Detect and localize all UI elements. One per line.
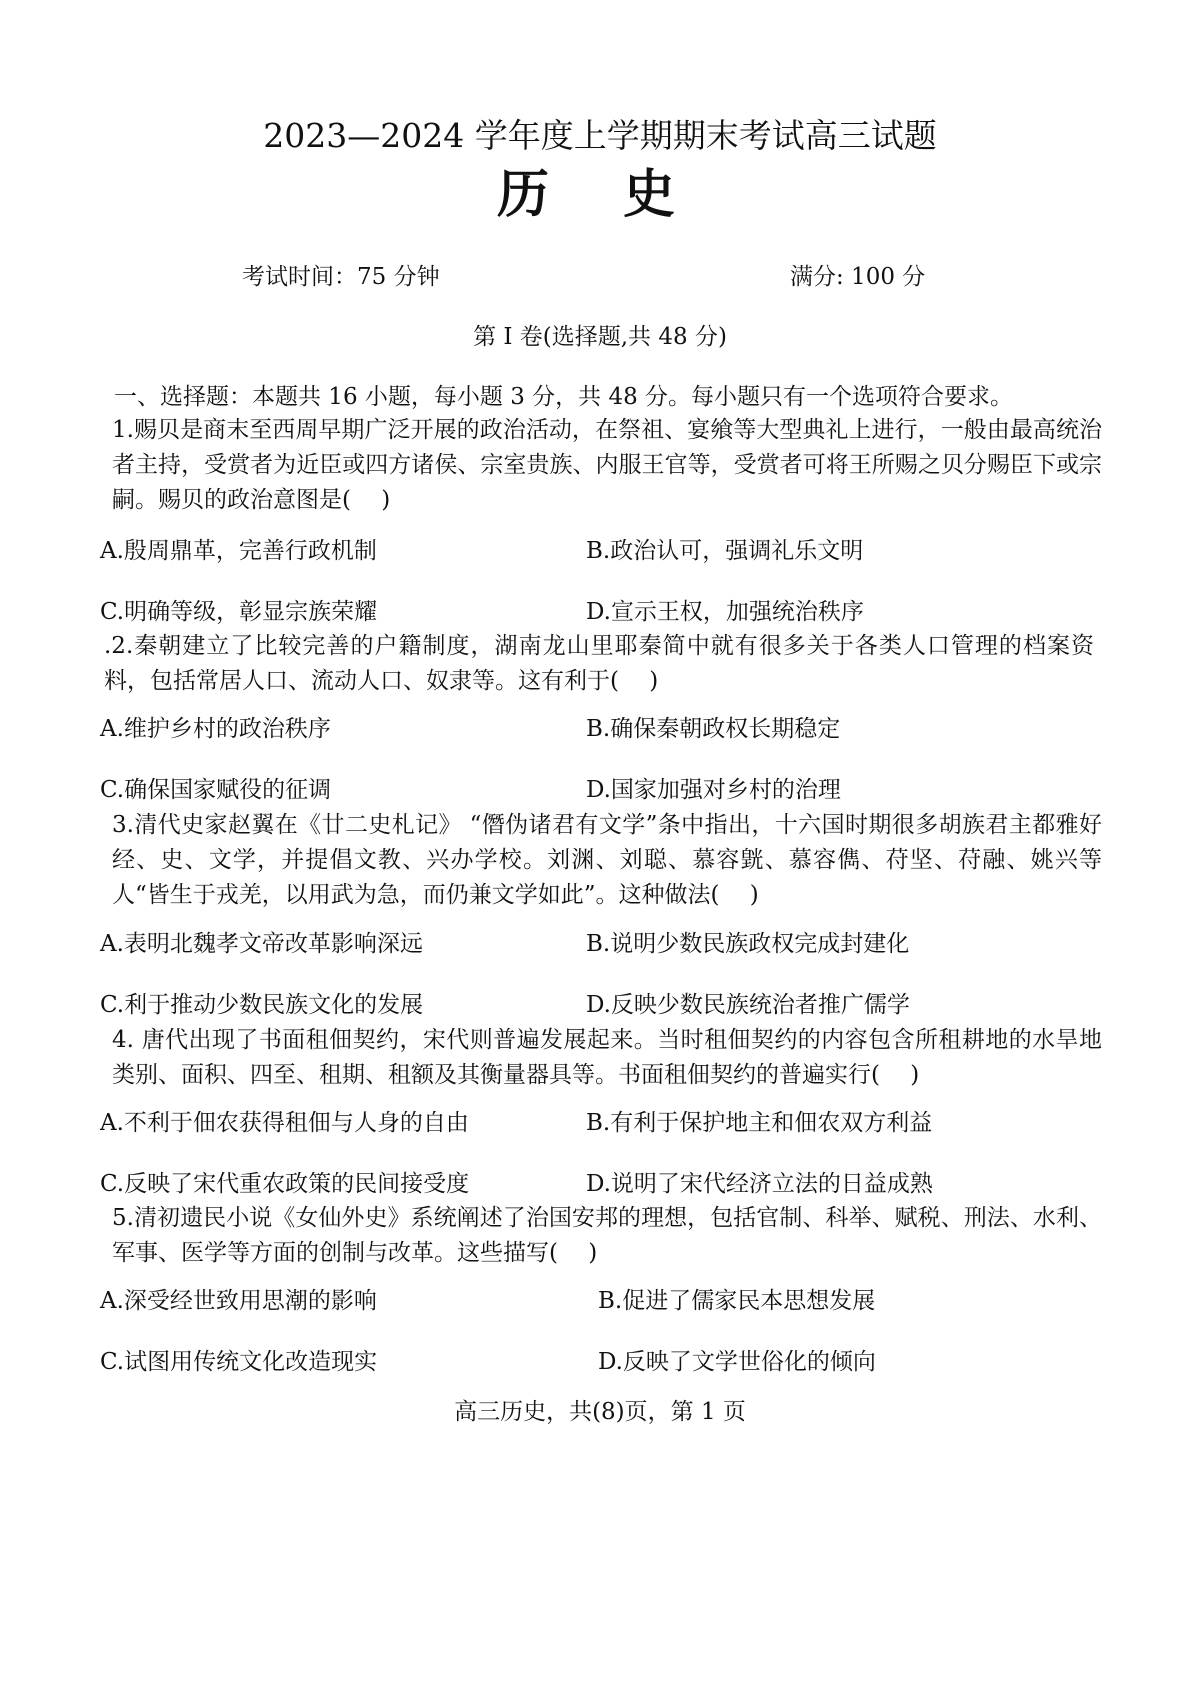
section-instruction: 一、选择题：本题共 16 小题，每小题 3 分，共 48 分。每小题只有一个选项符合要求。: [114, 384, 1014, 410]
question-3-option-a: A.表明北魏孝文帝改革影响深远: [100, 931, 423, 957]
question-2-option-d: D.国家加强对乡村的治理: [586, 777, 841, 803]
question-3-option-c: C.利于推动少数民族文化的发展: [100, 992, 424, 1018]
question-5-option-b: B.促进了儒家民本思想发展: [598, 1288, 876, 1314]
subject-title: 历 史: [496, 164, 704, 225]
question-1-stem: 1.赐贝是商末至西周早期广泛开展的政治活动，在祭祖、宴飨等大型典礼上进行，一般由最高统治者主持，受赏者为近臣或四方诸侯、宗室贵族、内服王官等，受赏者可将王所赐之贝分赐臣下或宗嗣。赐贝的政治意图是( ): [112, 417, 1102, 513]
question-2-stem: .2.秦朝建立了比较完善的户籍制度，湖南龙山里耶秦简中就有很多关于各类人口管理的档案资料，包括常居人口、流动人口、奴隶等。这有利于( ): [104, 633, 1094, 694]
question-1-option-a: A.殷周鼎革，完善行政机制: [100, 538, 377, 564]
page-footer: 高三历史，共(8)页，第 1 页: [454, 1399, 746, 1425]
question-1-option-c: C.明确等级，彰显宗族荣耀: [100, 599, 378, 625]
question-5-option-c: C.试图用传统文化改造现实: [100, 1349, 378, 1375]
question-5-stem: 5.清初遗民小说《女仙外史》系统阐述了治国安邦的理想，包括官制、科举、赋税、刑法、水利、军事、医学等方面的创制与改革。这些描写( ): [112, 1205, 1102, 1266]
question-4-option-d: D.说明了宋代经济立法的日益成熟: [586, 1171, 933, 1197]
full-score: 满分: 100 分: [790, 264, 926, 290]
question-1-option-d: D.宣示王权，加强统治秩序: [586, 599, 864, 625]
exam-time: 考试时间：75 分钟: [242, 264, 440, 290]
exam-title: 2023—2024 学年度上学期期末考试高三试题: [263, 116, 937, 155]
question-5-option-a: A.深受经世致用思潮的影响: [100, 1288, 377, 1314]
question-4-stem: 4. 唐代出现了书面租佃契约，宋代则普遍发展起来。当时租佃契约的内容包含所租耕地的水旱地类别、面积、四至、租期、租额及其衡量器具等。书面租佃契约的普遍实行( ): [112, 1027, 1102, 1088]
question-2-option-c: C.确保国家赋役的征调: [100, 777, 332, 803]
question-3-option-d: D.反映少数民族统治者推广儒学: [586, 992, 910, 1018]
question-2-option-a: A.维护乡村的政治秩序: [100, 716, 331, 742]
question-4-option-a: A.不利于佃农获得租佃与人身的自由: [100, 1110, 469, 1136]
question-3-stem: 3.清代史家赵翼在《廿二史札记》 “僭伪诸君有文学”条中指出，十六国时期很多胡族君主都雅好经、史、文学，并提倡文教、兴办学校。刘渊、刘聪、慕容皝、慕容儁、苻坚、苻融、姚兴等人“皆生于戎羌，以用武为急，而仍兼文学如此”。这种做法( ): [112, 812, 1102, 908]
question-3-option-b: B.说明少数民族政权完成封建化: [586, 931, 910, 957]
section-heading: 第 Ⅰ 卷(选择题,共 48 分): [473, 324, 727, 350]
question-1-option-b: B.政治认可，强调礼乐文明: [586, 538, 864, 564]
question-4-option-b: B.有利于保护地主和佃农双方利益: [586, 1110, 933, 1136]
question-2-option-b: B.确保秦朝政权长期稳定: [586, 716, 841, 742]
question-5-option-d: D.反映了文学世俗化的倾向: [598, 1349, 876, 1375]
question-4-option-c: C.反映了宋代重农政策的民间接受度: [100, 1171, 470, 1197]
